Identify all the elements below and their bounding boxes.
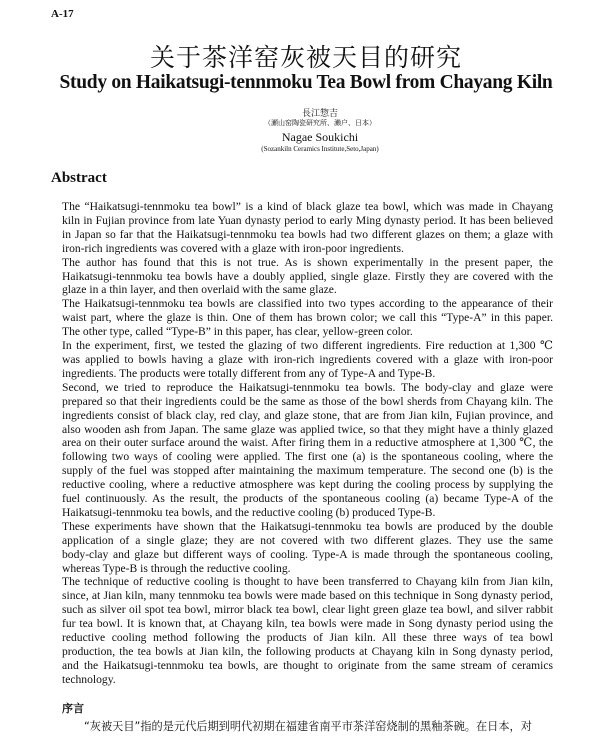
text-line: In the experiment, first, we tested the glazing of two different ingredients. Fire reduction at 1,300 ℃ [62,339,553,353]
text-line: in Japan so far that the Haikatsugi-tennmoku tea bowls had two different glazes on them; a glaze with [62,227,553,241]
text-line: such as silver oil spot tea bowl, mirror black tea bowl, clear light green glaze tea bowl, and silver rabbit [62,603,553,617]
title-english: Study on Haikatsugi-tennmoku Tea Bowl from Chayang Kiln [59,72,553,93]
abstract-paragraph [62,256,553,298]
abstract-paragraph [62,297,553,339]
text-line: production, the tea bowls at Jian kiln, the following products at Chayang kiln in Song dynasty period, [62,645,553,658]
title-chinese: 关于茶洋窑灰被天目的研究 [149,43,462,72]
abstract-paragraph [62,381,553,520]
text-line: ingredients consist of black clay, red clay, and glaze stone, that are from Jian kiln, Fujian province, and [62,408,553,422]
text-line: The other type, called “Type-B” in this paper, has clear, yellow-green color. [62,325,413,339]
text-line: since, at Jian kiln, many tennmoku tea bowls were made based on this technique in Song dynasty period, [62,589,553,603]
text-line: application of a single glaze; they are not covered with two different glazes. They use the same [62,533,553,547]
text-line: iron-rich ingredients was covered with a glaze with iron-poor ingredients. [62,241,404,255]
abstract-body [62,200,553,687]
text-line: Haikatsugi-tennmoku tea bowls have a doubly applied, single glaze. Firstly they are covered with the [62,269,553,283]
text-line: waist part, where the glaze is thin. One of them has brown color; we call this “Type-A” in this paper. [62,311,553,325]
preface-heading: 序言 [62,702,84,715]
text-line: Haikatsugi-tennmoku tea bowls, and the reductive cooling (b) produced Type-B. [62,505,436,519]
text-line: following two ways of cooling were applied. The first one (a) is the spontaneous cooling, where the [62,450,553,464]
text-line: body-clay and glaze but different ways of cooling. Type-A is made through the spontaneous cooling, [62,547,553,561]
affiliation-english: (Sozankiln Ceramics Institute,Seto,Japan) [261,145,379,153]
text-line: fur tea bowl. It is known that, at Chayang kiln, tea bowls were made in Song dynasty period using the [62,617,553,631]
text-line: glaze in a thin layer, and then overlaid with the same glaze. [62,283,337,297]
abstract-paragraph [62,575,553,686]
author-chinese: 長江惣吉 [301,109,338,119]
text-line: kiln in Fujian province from late Yuan dynasty period to early Ming dynasty period. It has been believed [62,213,553,227]
text-line: The Haikatsugi-tennmoku tea bowls are classified into two types according to the appearance of their [62,297,553,311]
text-line: Second, we tried to reproduce the Haikatsugi-tennmoku tea bowls. The body-clay and glaze were [62,380,553,394]
text-line: and the Haikatsugi-tennmoku tea bowls, are thought to originate from the same stream of ceramics [62,658,553,672]
text-line: was applied to bowls having a glaze with iron-rich ingredients covered with a glaze with iron-poor [62,352,553,366]
text-line: area on their outer surface around the waist. After firing them in a reductive atmosphere at 1,300 ℃, the [62,436,553,450]
text-line: fuel continuously. As the result, the products of the spontaneous cooling (a) became Type-A of the [62,492,553,506]
text-line: prepared so that their ingredients could be the same as those of the bowl sherds from Chayang kiln. The [62,394,553,408]
preface-first-line: “灰被天目”指的是元代后期到明代初期在福建省南平市茶洋窑烧制的黑釉茶碗。在日本，对 [84,720,532,733]
affiliation-chinese: （瀬山窑陶瓷研究所、濑户、日本） [264,119,376,127]
text-line: technology. [62,672,116,686]
page-number: A-17 [51,8,74,20]
text-line: also wooden ash from Japan. The same glaze was applied twice, so that they might have a thinly glazed [62,422,553,436]
text-line: reductive cooling, where a reductive atmosphere was kept during the cooling process by supplying the [62,478,553,492]
abstract-paragraph [62,520,553,576]
text-line: These experiments have shown that the Haikatsugi-tennmoku tea bowls are produced by the double [62,519,553,533]
author-english: Nagae Soukichi [281,130,359,144]
text-line: whereas Type-B is through the reductive cooling. [62,561,291,575]
text-line: ingredients. The products were totally different from any of Type-A and Type-B. [62,366,436,380]
text-line: The author has found that this is not true. As is shown experimentally in the present paper, the [62,255,553,269]
abstract-paragraph [62,339,553,381]
text-line: supply of the fuel was stopped after maintaining the maximum temperature. The second one (b) is the [62,464,553,478]
text-line: The “Haikatsugi-tennmoku tea bowl” is a kind of black glaze tea bowl, which was made in Chayang [62,200,553,213]
text-line: reductive cooling method following the products of Jian kiln. All these three ways of tea bowl [62,631,553,645]
abstract-paragraph [62,200,553,256]
text-line: The technique of reductive cooling is thought to have been transferred to Chayang kiln from Jian kiln, [62,575,553,589]
abstract-heading: Abstract [51,170,107,186]
